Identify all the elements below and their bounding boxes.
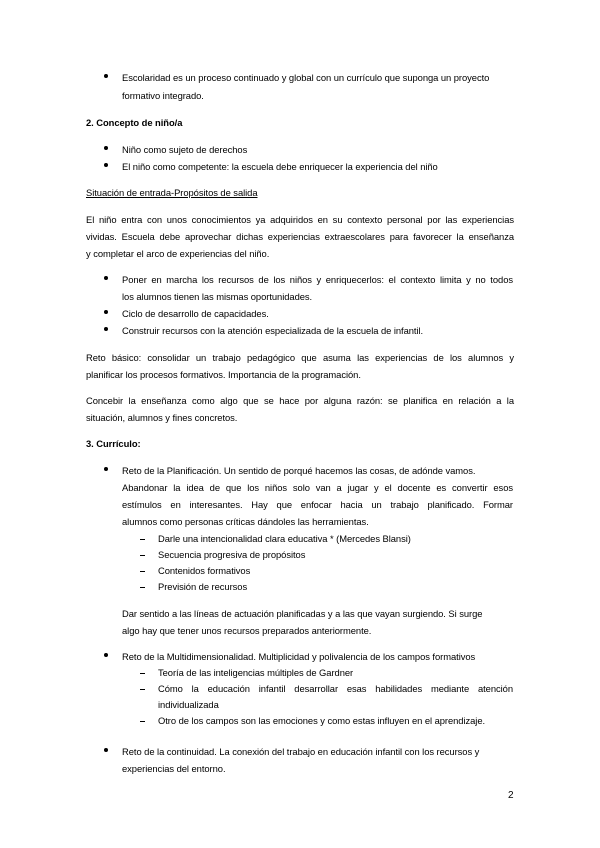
bullet-icon: [104, 163, 108, 167]
list-item: Poner en marcha los recursos de los niños y enriquecerlos: el contexto limita y no todos: [122, 274, 513, 285]
dash-icon: [140, 673, 145, 674]
dash-icon: [140, 587, 145, 588]
paragraph-line: Escolaridad es un proceso continuado y global con un currículo que suponga un proyecto: [122, 72, 490, 83]
list-item: Ciclo de desarrollo de capacidades.: [122, 308, 269, 319]
paragraph-line: Reto de la Planificación. Un sentido de porqué hacemos las cosas, de adónde vamos.: [122, 465, 476, 476]
paragraph-line: alumnos como personas críticas dándoles las herramientas.: [122, 516, 369, 527]
paragraph-line: Reto de la continuidad. La conexión del trabajo en educación infantil con los recursos y: [122, 746, 480, 757]
subsection-heading: Situación de entrada-Propósitos de salida: [86, 187, 258, 198]
list-item: Teoría de las inteligencias múltiples de Gardner: [158, 667, 354, 678]
dash-icon: [140, 571, 145, 572]
bullet-icon: [104, 74, 108, 78]
dash-icon: [140, 721, 145, 722]
list-item: Otro de los campos son las emociones y como estas influyen en el aprendizaje.: [158, 715, 486, 726]
bullet-icon: [104, 653, 108, 657]
list-item: Contenidos formativos: [158, 565, 251, 576]
paragraph-line: formativo integrado.: [122, 90, 204, 101]
paragraph-line: Abandonar la idea de que los niños solo van a jugar y el docente es convertir esos: [122, 482, 513, 493]
list-item: Cómo la educación infantil desarrollar esas habilidades mediante atención: [158, 683, 513, 694]
paragraph-line: algo hay que tener unos recursos preparados anteriormente.: [122, 625, 372, 636]
bullet-icon: [104, 276, 108, 280]
paragraph-line: Reto básico: consolidar un trabajo pedagógico que asuma las experiencias de los alumnos y: [86, 352, 514, 363]
paragraph-line: y completar el arco de experiencias del niño.: [86, 248, 270, 259]
bullet-icon: [104, 467, 108, 471]
dash-icon: [140, 689, 145, 690]
list-item: Secuencia progresiva de propósitos: [158, 549, 306, 560]
list-item: Niño como sujeto de derechos: [122, 144, 248, 155]
paragraph-line: vividas. Escuela debe aprovechar dichas experiencias extraescolares para favorecer la enseñanza: [86, 231, 514, 242]
bullet-icon: [104, 310, 108, 314]
list-item: Previsión de recursos: [158, 581, 248, 592]
paragraph-line: planificar los procesos formativos. Importancia de la programación.: [86, 369, 361, 380]
paragraph-line: Reto de la Multidimensionalidad. Multiplicidad y polivalencia de los campos formativos: [122, 651, 476, 662]
list-item: Construir recursos con la atención especializada de la escuela de infantil.: [122, 325, 424, 336]
section-heading: 3. Currículo:: [86, 438, 141, 449]
list-item: El niño como competente: la escuela debe enriquecer la experiencia del niño: [122, 161, 438, 172]
bullet-icon: [104, 327, 108, 331]
bullet-icon: [104, 146, 108, 150]
list-item: Darle una intencionalidad clara educativa * (Mercedes Blansi): [158, 533, 411, 544]
page-number: 2: [508, 790, 514, 801]
paragraph-line: El niño entra con unos conocimientos ya adquiridos en su contexto personal por las experiencias: [86, 214, 514, 225]
paragraph-line: estímulos en interesantes. Hay que enfocar hacia un trabajo planificado. Formar: [122, 499, 513, 510]
list-item: los alumnos tienen las mismas oportunidades.: [122, 291, 313, 302]
bullet-icon: [104, 748, 108, 752]
paragraph-line: Concebir la enseñanza como algo que se hace por alguna razón: se planifica en relación a la: [86, 395, 514, 406]
dash-icon: [140, 555, 145, 556]
paragraph-line: situación, alumnos y fines concretos.: [86, 412, 238, 423]
list-item: individualizada: [158, 699, 219, 710]
paragraph-line: Dar sentido a las líneas de actuación planificadas y a las que vayan surgiendo. Si surge: [122, 608, 483, 619]
dash-icon: [140, 539, 145, 540]
paragraph-line: experiencias del entorno.: [122, 763, 226, 774]
section-heading: 2. Concepto de niño/a: [86, 117, 183, 128]
